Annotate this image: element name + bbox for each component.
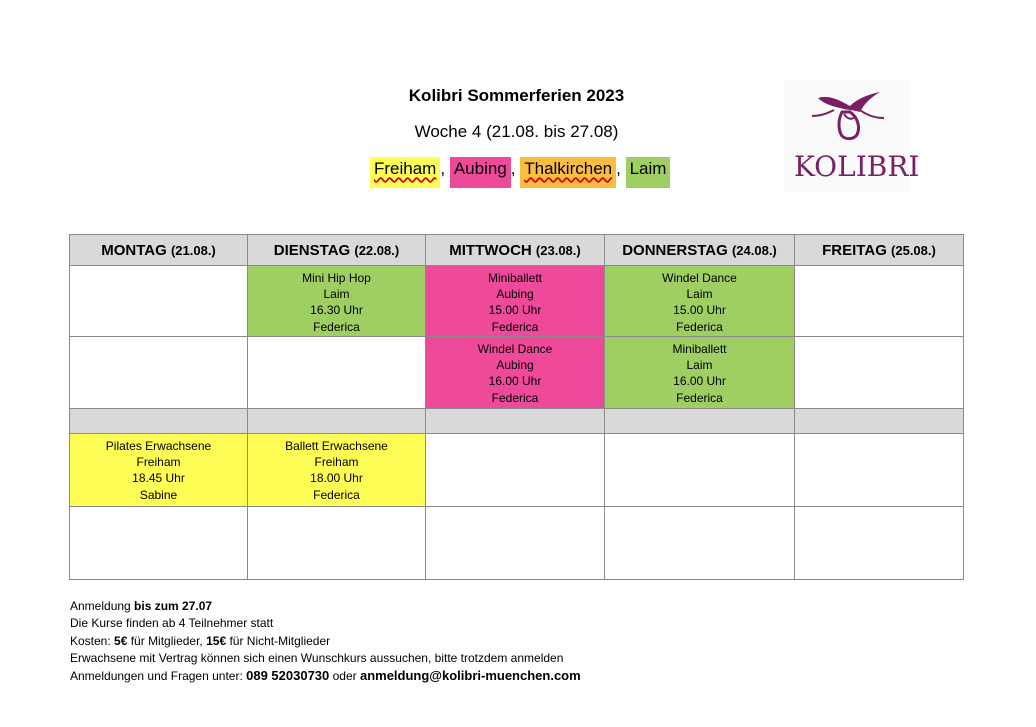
day-name: DONNERSTAG [622, 241, 728, 259]
footer-notes [70, 598, 581, 685]
day-header-monday [70, 235, 248, 266]
day-name: MITTWOCH [449, 241, 532, 259]
header-row [70, 235, 964, 266]
table-row [70, 266, 964, 337]
empty-slot [605, 434, 795, 507]
course-name: Mini Hip Hop [302, 271, 371, 285]
day-header-thursday [605, 235, 795, 266]
location-thalkirchen: Thalkirchen [520, 157, 616, 188]
kolibri-logo [784, 80, 920, 192]
page-title: Kolibri Sommerferien 2023 [408, 86, 625, 105]
course-location: Aubing [496, 287, 534, 302]
table-row [70, 337, 964, 409]
logo-wordmark: KOLIBRI [794, 150, 920, 183]
empty-slot [795, 507, 964, 580]
course-time: 18.45 Uhr [132, 471, 185, 486]
empty-slot [248, 507, 426, 580]
course-name: Windel Dance [477, 342, 553, 356]
divider-row [70, 409, 964, 434]
course-location: Laim [323, 287, 350, 302]
day-date: (22.08.) [354, 242, 400, 258]
contact-line [70, 667, 581, 685]
deadline-prefix: Anmeldung [70, 599, 135, 613]
course-location: Laim [686, 287, 713, 302]
course-location: Freiham [136, 455, 181, 470]
contact-prefix: Anmeldungen und Fragen unter: [70, 669, 247, 684]
course-name: Pilates Erwachsene [105, 439, 212, 453]
course-location: Laim [686, 358, 713, 373]
day-date: (25.08.) [891, 242, 936, 258]
min-participants: Die Kurse finden ab 4 Teilnehmer statt [70, 616, 274, 631]
course-name: Miniballett [487, 271, 543, 285]
empty-slot [70, 507, 248, 580]
course-teacher: Federica [676, 390, 723, 405]
registration-deadline [70, 598, 581, 615]
course-slot [248, 266, 426, 337]
week-subtitle: Woche 4 (21.08. bis 27.08) [414, 122, 619, 141]
empty-slot [70, 337, 248, 409]
day-header-tuesday [248, 235, 426, 266]
table-row [70, 434, 964, 507]
day-name: DIENSTAG [273, 241, 351, 259]
phone-number[interactable]: 089 52030730 [246, 668, 330, 684]
course-slot [605, 337, 795, 409]
course-teacher: Federica [491, 390, 539, 405]
empty-slot [426, 434, 605, 507]
schedule-table [69, 234, 964, 580]
ballet-shoe-hummingbird-icon [784, 80, 910, 152]
course-name: Windel Dance [662, 271, 737, 285]
empty-slot [605, 507, 795, 580]
empty-slot [795, 409, 964, 434]
course-time: 16.30 Uhr [310, 303, 363, 318]
empty-slot [248, 409, 426, 434]
empty-slot [426, 507, 605, 580]
day-header-friday [795, 235, 964, 266]
empty-slot [426, 409, 605, 434]
table-row [70, 507, 964, 580]
location-laim: Laim [626, 157, 671, 188]
legend-separator: , [616, 159, 621, 178]
empty-slot [795, 337, 964, 409]
empty-slot [795, 266, 964, 337]
course-slot [70, 434, 248, 507]
course-name: Ballett Erwachsene [285, 439, 388, 453]
email-link[interactable]: anmeldung@kolibri-muenchen.com [359, 668, 581, 684]
course-time: 16.00 Uhr [673, 374, 726, 389]
course-teacher: Federica [313, 319, 360, 334]
legend-separator: , [440, 159, 446, 178]
location-aubing: Aubing [450, 157, 511, 188]
empty-slot [70, 266, 248, 337]
day-date: (21.08.) [170, 242, 216, 258]
costs [70, 633, 581, 650]
course-slot [426, 337, 605, 409]
day-date: (23.08.) [535, 242, 581, 258]
empty-slot [70, 409, 248, 434]
price-members: 5€ [114, 633, 128, 648]
costs-mid: für Mitglieder, [127, 633, 207, 648]
course-teacher: Sabine [139, 487, 178, 502]
legend-separator: , [510, 159, 516, 178]
contact-mid: oder [329, 669, 360, 684]
course-time: 15.00 Uhr [673, 303, 726, 318]
day-header-wednesday [426, 235, 605, 266]
course-teacher: Federica [313, 487, 360, 502]
course-time: 16.00 Uhr [488, 374, 542, 389]
contract-note: Erwachsene mit Vertrag können sich einen Wunschkurs aussuchen, bitte trotzdem anmelden [70, 650, 564, 665]
course-time: 18.00 Uhr [310, 471, 363, 486]
costs-suffix: für Nicht-Mitglieder [226, 633, 331, 648]
price-non-members: 15€ [206, 633, 227, 648]
day-name: MONTAG [101, 241, 167, 259]
day-name: FREITAG [822, 241, 887, 259]
course-time: 15.00 Uhr [488, 303, 542, 318]
course-teacher: Federica [676, 319, 723, 334]
costs-prefix: Kosten: [70, 633, 115, 648]
course-teacher: Federica [491, 319, 539, 334]
empty-slot [248, 337, 426, 409]
deadline-date: bis zum 27.07 [134, 599, 213, 613]
day-date: (24.08.) [731, 242, 777, 258]
location-freiham: Freiham [370, 157, 440, 188]
location-legend [370, 157, 670, 188]
course-name: Miniballett [672, 342, 727, 356]
course-slot [248, 434, 426, 507]
empty-slot [795, 434, 964, 507]
course-location: Aubing [496, 358, 534, 373]
course-slot [605, 266, 795, 337]
course-slot [426, 266, 605, 337]
empty-slot [605, 409, 795, 434]
course-location: Freiham [314, 455, 359, 470]
